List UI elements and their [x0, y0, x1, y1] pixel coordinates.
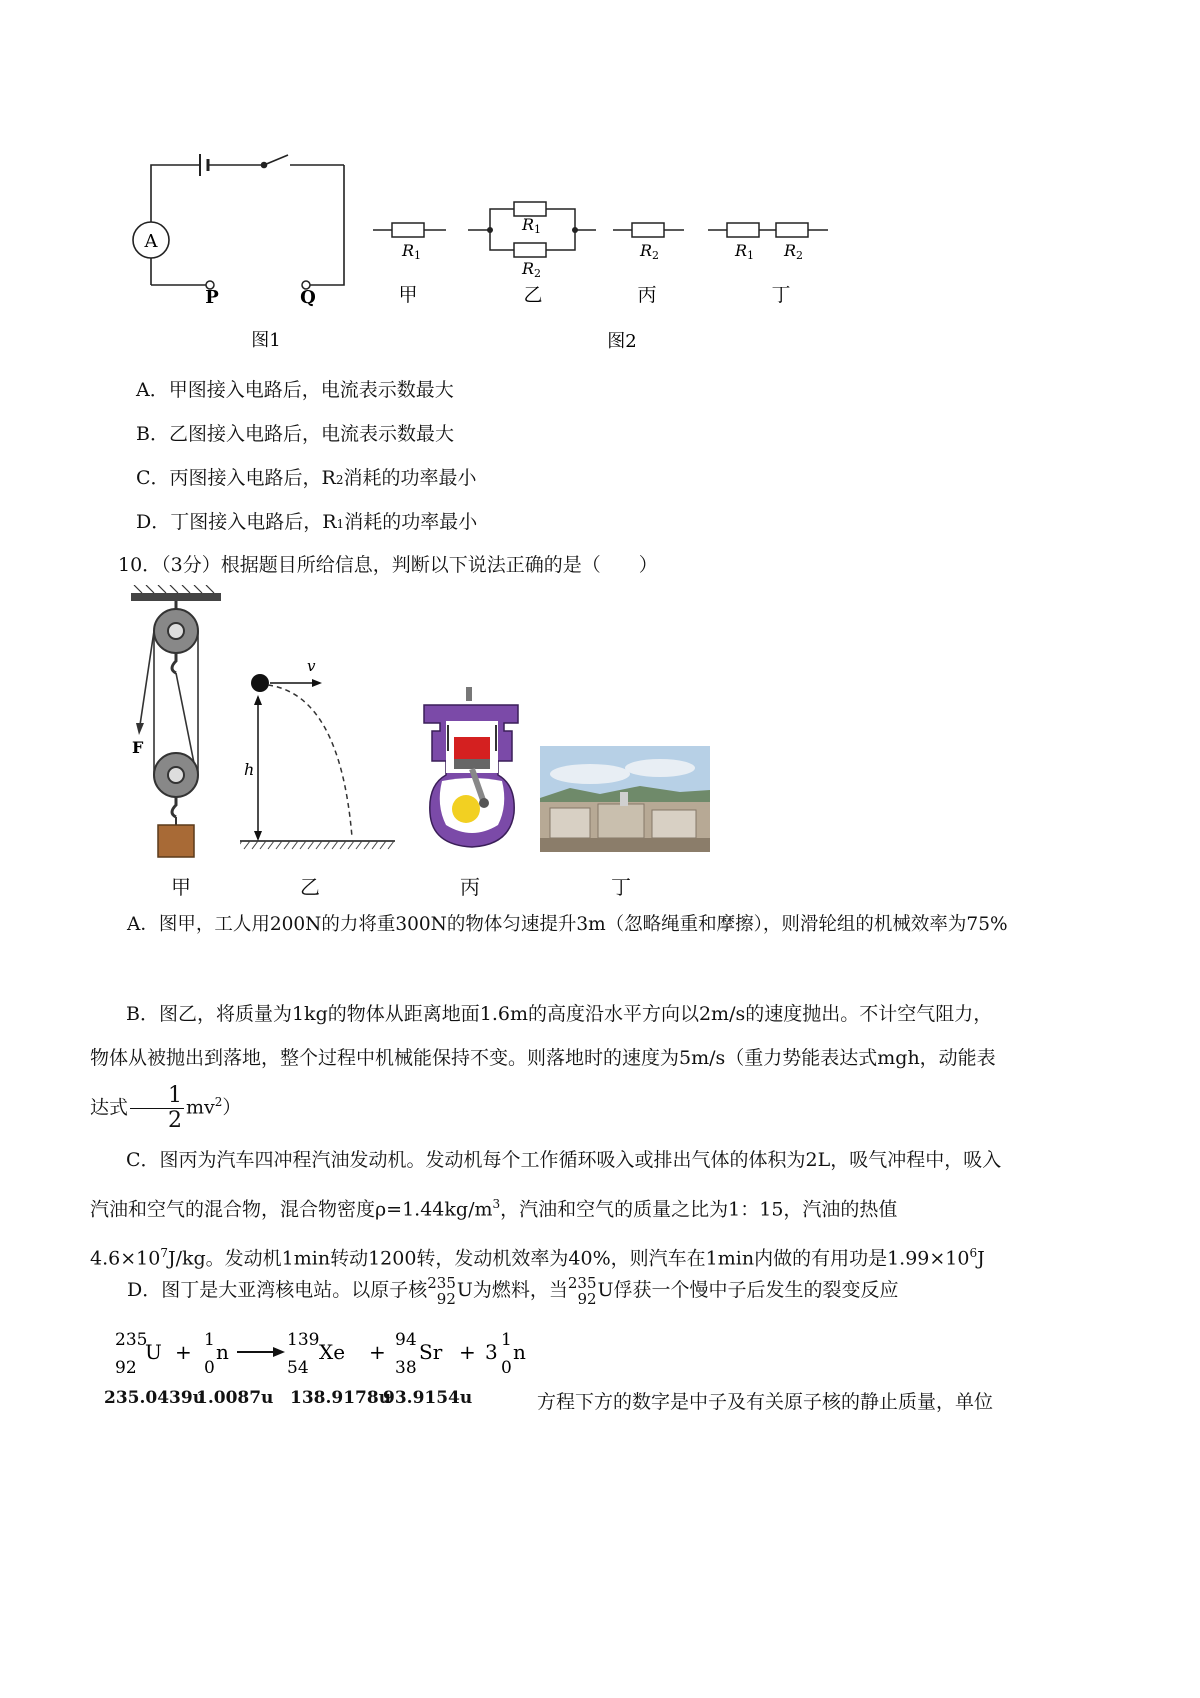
q10-option-b: B．图乙，将质量为1kg的物体从距离地面1.6m的高度沿水平方向以2m/s的速度抛出。不计空气阻力，物体从被抛出到落地，整个过程中机械能保持不变。则落地时的速度为5m/s（重力势能表达式mgh，动能表达式 $\frac{1}{2}$ $mv^2$）: [90, 1003, 996, 1133]
q10-fig-label-jia: 甲: [171, 875, 191, 899]
svg-text:Sr: Sr: [419, 1340, 443, 1364]
jia-r1-label: R1: [402, 241, 422, 262]
mass-sr94: 93.9154u: [383, 1388, 473, 1408]
force-f-label: F: [132, 738, 144, 757]
fig-bing-engine: [418, 685, 528, 855]
fission-equation: [105, 1325, 545, 1395]
q10-option-d-tail: 方程下方的数字是中子及有关原子核的静止质量，单位: [537, 1391, 994, 1413]
svg-text:3: 3: [485, 1340, 498, 1364]
fig2-label-ding: 丁: [771, 284, 791, 306]
figure-1-circuit: [130, 150, 370, 370]
svg-text:+: +: [175, 1340, 192, 1364]
svg-text:94: 94: [395, 1330, 417, 1350]
yi-r1-label: R1: [522, 215, 542, 236]
mass-xe139: 138.9178u: [290, 1388, 392, 1408]
q10-stem: 10．（3分）根据题目所给信息，判断以下说法正确的是（ ）: [118, 554, 658, 576]
svg-text:+: +: [369, 1340, 386, 1364]
svg-text:U: U: [145, 1340, 162, 1364]
svg-text:0: 0: [501, 1358, 512, 1378]
mass-u235: 235.0439u: [104, 1388, 206, 1408]
ding-r2-label: R2: [784, 241, 804, 262]
svg-text:235: 235: [115, 1330, 148, 1350]
fig2-label-jia: 甲: [398, 284, 418, 306]
q9-option-d: D．丁图接入电路后，R1消耗的功率最小: [136, 511, 478, 533]
fig-yi-projectile: [240, 655, 400, 860]
svg-text:54: 54: [287, 1358, 309, 1378]
half-fraction: $\frac{1}{2}$: [130, 1084, 184, 1133]
height-h-label: h: [244, 760, 255, 779]
svg-text:n: n: [216, 1340, 229, 1364]
svg-text:Xe: Xe: [319, 1340, 346, 1364]
mass-neutron: 1.0087u: [196, 1388, 274, 1408]
q9-option-c: C．丙图接入电路后，R2消耗的功率最小: [136, 467, 477, 489]
svg-text:A: A: [144, 231, 158, 252]
svg-text:0: 0: [204, 1358, 215, 1378]
svg-text:1: 1: [501, 1330, 512, 1350]
svg-text:1: 1: [204, 1330, 215, 1350]
yi-r2-label: R2: [522, 259, 542, 280]
q9-option-b: B．乙图接入电路后，电流表示数最大: [136, 423, 454, 445]
q10-option-d: D．图丁是大亚湾核电站。以原子核 235 92 U为燃料，当 235 92 U俘获一个慢中子后发生的裂变反应: [127, 1274, 899, 1308]
q10-fig-label-yi: 乙: [300, 875, 320, 899]
fig-ding-nuclear-plant: [540, 746, 710, 852]
velocity-v-label: v: [307, 657, 316, 675]
svg-text:n: n: [513, 1340, 526, 1364]
q10-fig-label-ding: 丁: [611, 875, 631, 899]
svg-text:38: 38: [395, 1358, 417, 1378]
q9-option-a: A．甲图接入电路后，电流表示数最大: [136, 379, 454, 401]
fig2-label-bing: 丙: [637, 284, 657, 306]
figure-2-resistors: [370, 190, 870, 370]
bing-r2-label: R2: [640, 241, 660, 262]
ding-r1-label: R1: [735, 241, 755, 262]
fig1-caption: 图1: [251, 330, 281, 351]
svg-text:139: 139: [287, 1330, 320, 1350]
label-q: Q: [300, 287, 316, 308]
u235-nuclide-2: 235 92: [567, 1274, 597, 1308]
fig-jia-pulley: [126, 585, 236, 865]
label-p: P: [205, 287, 219, 308]
ammeter-icon: [133, 222, 169, 258]
fig2-label-yi: 乙: [523, 284, 543, 306]
q10-option-c: C．图丙为汽车四冲程汽油发动机。发动机每个工作循环吸入或排出气体的体积为2L，吸气冲程中，吸入汽油和空气的混合物，混合物密度$\rho=1.44kg/m^3$，汽油和空气的质量之比为1：15，汽油的热值$4.6\times 10^7J/kg$。发动机1min转动1200转，发动机效率为40%，则汽车在1min内做的有用功是$1.99\times 10^6J$: [90, 1149, 1002, 1270]
svg-text:+: +: [459, 1340, 476, 1364]
q10-fig-label-bing: 丙: [460, 875, 480, 899]
svg-text:92: 92: [115, 1358, 137, 1378]
u235-nuclide: 235 92: [427, 1274, 456, 1308]
q10-option-a: A．图甲，工人用200N的力将重300N的物体匀速提升3m（忽略绳重和摩擦），则滑轮组的机械效率为75%: [127, 914, 1008, 935]
fig2-caption: 图2: [607, 331, 637, 352]
